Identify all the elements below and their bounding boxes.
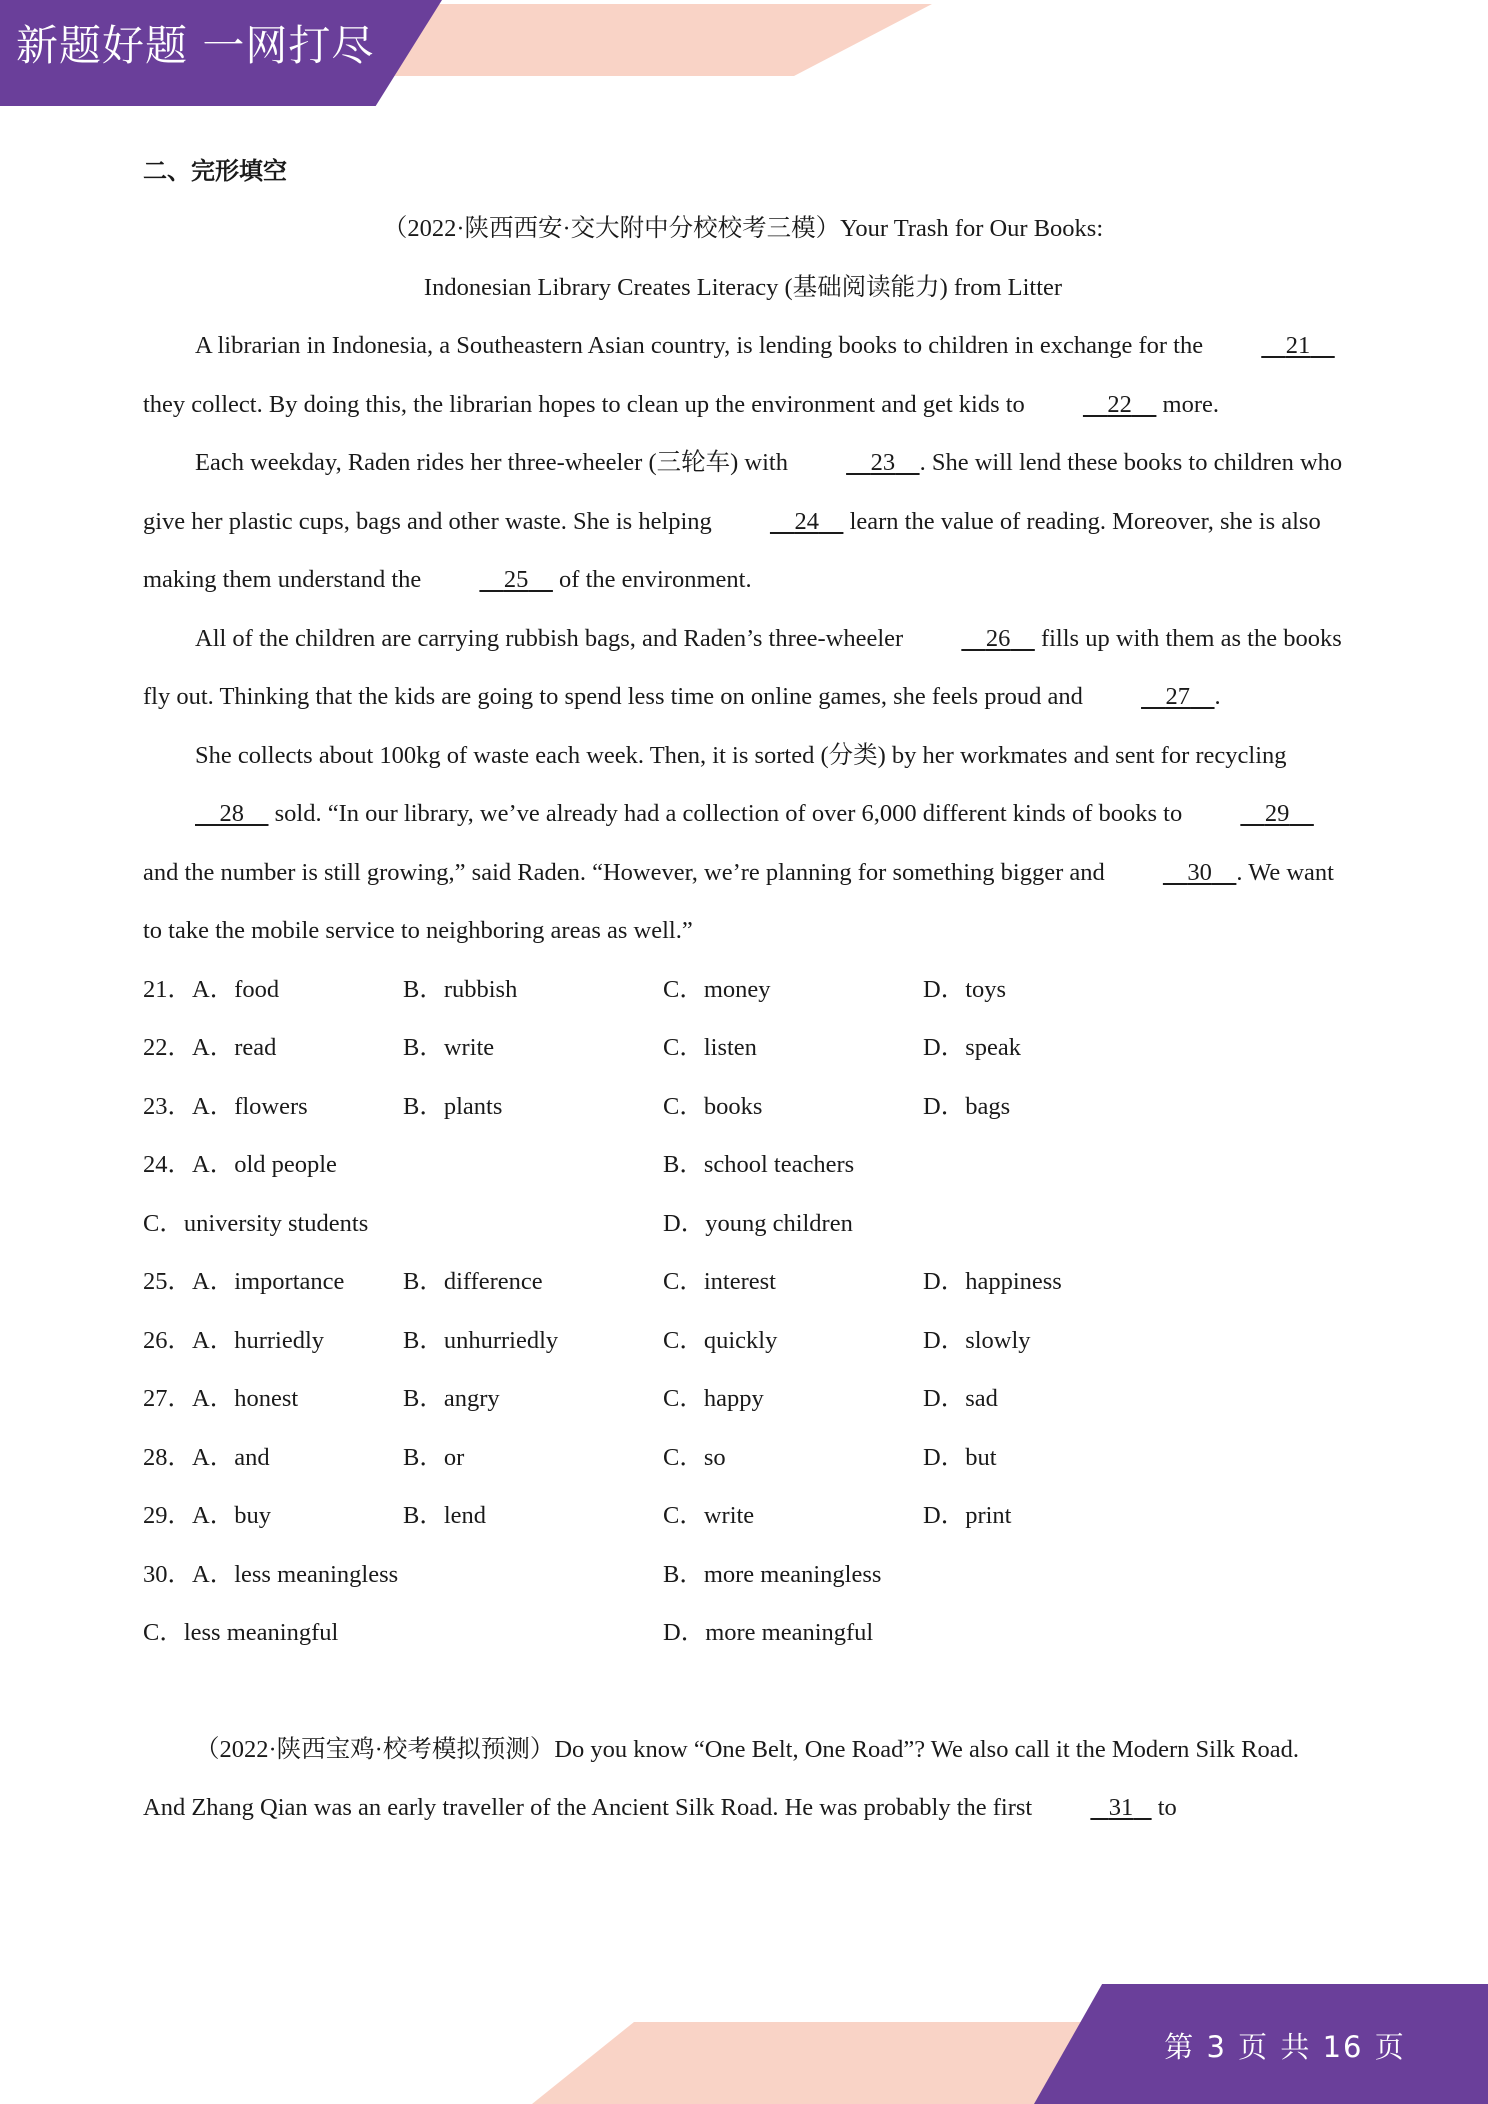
option-23-c[interactable]: C．books [663, 1092, 763, 1120]
option-row-23 [143, 1078, 1343, 1137]
option-22-b[interactable]: B．write [403, 1034, 495, 1061]
header-title: 新题好题 一网打尽 [16, 21, 375, 70]
option-29-b[interactable]: B．lend [403, 1502, 487, 1529]
option-23-d[interactable]: D．bags [923, 1092, 1011, 1120]
option-26-b[interactable]: B．unhurriedly [403, 1326, 559, 1354]
option-24-a[interactable]: 24．A．old people [143, 1151, 337, 1178]
option-21-a[interactable]: 21．A．food [143, 975, 280, 1003]
option-29-c[interactable]: C．write [663, 1502, 755, 1529]
option-23-a[interactable]: 23．A．flowers [143, 1092, 308, 1120]
option-row-30-ab [143, 1546, 1343, 1605]
option-23-b[interactable]: B．plants [403, 1092, 503, 1120]
option-row-27 [143, 1370, 1343, 1429]
blank-23[interactable]: 23 [870, 449, 896, 476]
option-28-b[interactable]: B．or [403, 1443, 465, 1471]
option-25-c[interactable]: C．interest [663, 1268, 776, 1295]
option-30-c[interactable]: C．less meaningful [143, 1619, 339, 1646]
option-row-28 [143, 1429, 1343, 1488]
option-21-c[interactable]: C．money [663, 975, 771, 1003]
option-22-d[interactable]: D．speak [923, 1034, 1021, 1061]
page-number: 第 3 页 共 16 页 [1164, 2030, 1406, 2064]
option-row-25 [143, 1253, 1343, 1312]
paragraph-3: All of the children are carrying rubbish bags, and Raden’s three-wheeler 26 fills up with them as the books fly out. Thinking that the kids are going to spend less time on online games, she feels proud and 27 . [143, 610, 1343, 727]
option-28-d[interactable]: D．but [923, 1443, 997, 1471]
section-title: 二、完形填空 [143, 157, 287, 185]
option-24-d[interactable]: D．young children [663, 1209, 853, 1237]
passage-title-line2: Indonesian Library Creates Literacy (基础阅读能力) from Litter [423, 273, 1063, 301]
option-26-c[interactable]: C．quickly [663, 1326, 778, 1354]
option-28-c[interactable]: C．so [663, 1443, 726, 1471]
option-row-26 [143, 1312, 1343, 1371]
blank-27[interactable]: 27 [1165, 683, 1191, 710]
option-22-c[interactable]: C．listen [663, 1034, 757, 1061]
blank-29[interactable]: 29 [1264, 800, 1290, 827]
paragraph-4: She collects about 100kg of waste each week. Then, it is sorted (分类) by her workmates and sent for recycling 28 sold. “In our library, we’ve already had a collection of over 6,000 different kinds of books to 29 and the number is still growing,” said Raden. “However, we’re planning for something bigger and 30 . We want to take the mobile service to neighboring areas as well.” [143, 741, 1334, 944]
blank-26[interactable]: 26 [985, 624, 1011, 652]
option-25-b[interactable]: B．difference [403, 1268, 543, 1295]
option-24-c[interactable]: C．university students [143, 1209, 369, 1237]
option-27-d[interactable]: D．sad [923, 1385, 998, 1412]
option-27-c[interactable]: C．happy [663, 1385, 764, 1412]
option-25-a[interactable]: 25．A．importance [143, 1268, 345, 1295]
blank-21[interactable]: 21 [1285, 332, 1311, 359]
passage-2-intro: （2022·陕西宝鸡·校考模拟预测）Do you know “One Belt, One Road”? We also call it the Modern Silk Road. And Zhang Qian was an early traveller of the Ancient Silk Road. He was probably the first 31 to [143, 1721, 1343, 1838]
option-26-d[interactable]: D．slowly [923, 1326, 1031, 1354]
spacer [143, 1663, 1343, 1721]
option-25-d[interactable]: D．happiness [923, 1268, 1062, 1295]
paragraph-1: A librarian in Indonesia, a Southeastern Asian country, is lending books to children in exchange for the 21 they collect. By doing this, the librarian hopes to clean up the environment and get kids to 22 more. [143, 317, 1343, 434]
option-30-b[interactable]: B．more meaningless [663, 1560, 882, 1588]
blank-30[interactable]: 30 [1187, 858, 1212, 886]
option-22-a[interactable]: 22．A．read [143, 1034, 277, 1061]
blank-25[interactable]: 25 [503, 566, 529, 593]
option-26-a[interactable]: 26．A．hurriedly [143, 1326, 324, 1354]
option-21-d[interactable]: D．toys [923, 975, 1007, 1003]
option-row-24-ab [143, 1136, 1343, 1195]
option-30-d[interactable]: D．more meaningful [663, 1619, 874, 1646]
option-row-24-cd [143, 1195, 1343, 1254]
document-body [143, 142, 1343, 1838]
option-27-a[interactable]: 27．A．honest [143, 1385, 299, 1412]
option-row-30-cd [143, 1604, 1343, 1663]
option-row-29 [143, 1487, 1343, 1546]
option-27-b[interactable]: B．angry [403, 1385, 500, 1412]
blank-28[interactable]: 28 [219, 800, 244, 827]
paragraph-2: Each weekday, Raden rides her three-wheeler (三轮车) with 23 . She will lend these books to children who give her plastic cups, bags and other waste. She is helping 24 learn the value of reading. Moreover, she is also making them understand the 25 of the environment. [143, 434, 1343, 610]
blank-22[interactable]: 22 [1107, 390, 1132, 418]
option-21-b[interactable]: B．rubbish [403, 975, 518, 1003]
option-29-d[interactable]: D．print [923, 1502, 1012, 1529]
option-30-a[interactable]: 30．A．less meaningless [143, 1560, 399, 1588]
option-29-a[interactable]: 29．A．buy [143, 1502, 271, 1529]
option-row-22 [143, 1019, 1343, 1078]
blank-31[interactable]: 31 [1108, 1794, 1134, 1821]
blank-24[interactable]: 24 [794, 507, 819, 535]
option-row-21 [143, 961, 1343, 1020]
passage-title-line1: （2022·陕西西安·交大附中分校校考三模）Your Trash for Our Books: [382, 215, 1104, 242]
option-28-a[interactable]: 28．A．and [143, 1443, 270, 1471]
header-accent-stripe [380, 4, 932, 76]
option-24-b[interactable]: B．school teachers [663, 1151, 855, 1178]
